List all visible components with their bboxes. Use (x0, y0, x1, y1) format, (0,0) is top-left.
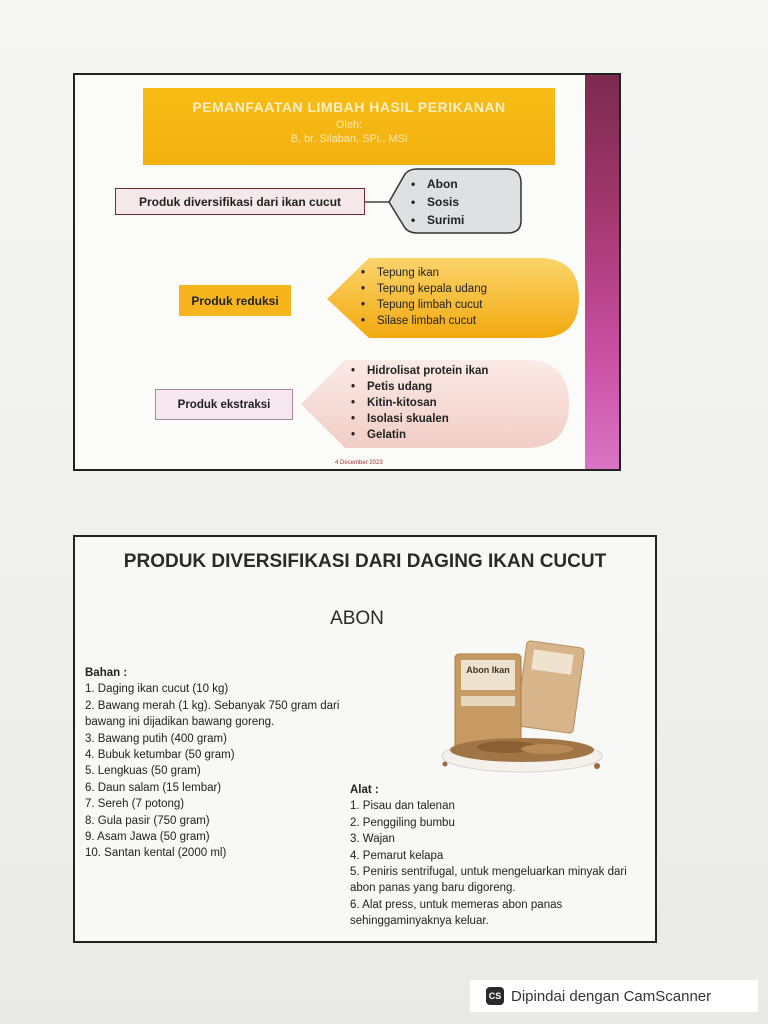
slide-1-title-box (143, 88, 555, 165)
list-item: • Sosis (407, 193, 464, 211)
list-item: 7. Sereh (7 potong) (85, 798, 185, 811)
camscanner-watermark (470, 980, 758, 1012)
photo-bag-label: Abon Ikan (466, 665, 510, 675)
list-item: 4. Pemarut kelapa (350, 849, 444, 862)
list-item: 5. Peniris sentrifugal, untuk mengeluarkan minyak dari abon panas yang baru digoreng. (350, 866, 627, 895)
list-item: • Tepung limbah cucut (357, 297, 487, 313)
list-item: 1. Daging ikan cucut (10 kg) (85, 683, 229, 696)
group-label-reduksi: Produk reduksi (179, 285, 291, 316)
group-list-ekstraksi (347, 363, 488, 443)
list-item: • Silase limbah cucut (357, 313, 487, 329)
list-item: 3. Bawang putih (400 gram) (85, 732, 227, 745)
list-item: • Kitin-kitosan (347, 395, 488, 411)
list-item: 6. Alat press, untuk memeras abon panas sehinggaminyaknya keluar. (350, 898, 563, 928)
list-item: 2. Bawang merah (1 kg). Sebanyak 750 gram dari bawang ini dijadikan bawang goreng. (85, 699, 340, 729)
slide-1-title: PEMANFAATAN LIMBAH HASIL PERIKANAN (192, 99, 506, 115)
list-item: • Abon (407, 175, 464, 193)
list-item: 6. Daun salam (15 lembar) (85, 781, 222, 794)
group-label-ekstraksi: Produk ekstraksi (155, 389, 293, 420)
group-label-diversifikasi: Produk diversifikasi dari ikan cucut (115, 188, 365, 215)
group-list-diversifikasi (407, 175, 464, 229)
slide-1-by: Oleh: (335, 119, 363, 131)
list-item: • Hidrolisat protein ikan (347, 363, 488, 379)
camscanner-logo-icon: CS (486, 987, 504, 1005)
list-item: 3. Wajan (350, 833, 395, 846)
list-item: 2. Penggiling bumbu (350, 816, 455, 829)
abon-product-photo (437, 640, 607, 780)
slide-2-title: PRODUK DIVERSIFIKASI DARI DAGING IKAN CUCUT (123, 551, 607, 572)
alat-list (350, 782, 640, 930)
list-item: • Surimi (407, 211, 464, 229)
camscanner-text: Dipindai dengan CamScanner (511, 987, 712, 1005)
list-item: • Gelatin (347, 427, 488, 443)
list-item: 9. Asam Jawa (50 gram) (85, 831, 210, 844)
list-item: 1. Pisau dan talenan (350, 800, 455, 813)
slide-1-date: 4 December 2023 (335, 460, 383, 466)
list-item: 8. Gula pasir (750 gram) (85, 814, 210, 827)
list-item: 10. Santan kental (2000 ml) (85, 847, 227, 860)
list-item: • Tepung ikan (357, 265, 487, 281)
list-item: • Tepung kepala udang (357, 281, 487, 297)
list-item: 4. Bubuk ketumbar (50 gram) (85, 749, 235, 762)
slide-1-author: B. br. Silaban, SPi., MSi (290, 133, 408, 145)
list-item: • Isolasi skualen (347, 411, 488, 427)
slide-side-bar (585, 75, 619, 469)
slide-2-subtitle: ABON (330, 608, 384, 629)
alat-heading: Alat : (350, 784, 379, 796)
list-item: 5. Lengkuas (50 gram) (85, 765, 201, 778)
slide-1 (73, 73, 621, 471)
group-list-reduksi (357, 265, 487, 329)
bahan-heading: Bahan : (85, 667, 128, 679)
bahan-list (85, 665, 375, 862)
list-item: • Petis udang (347, 379, 488, 395)
slide-2 (73, 535, 657, 943)
